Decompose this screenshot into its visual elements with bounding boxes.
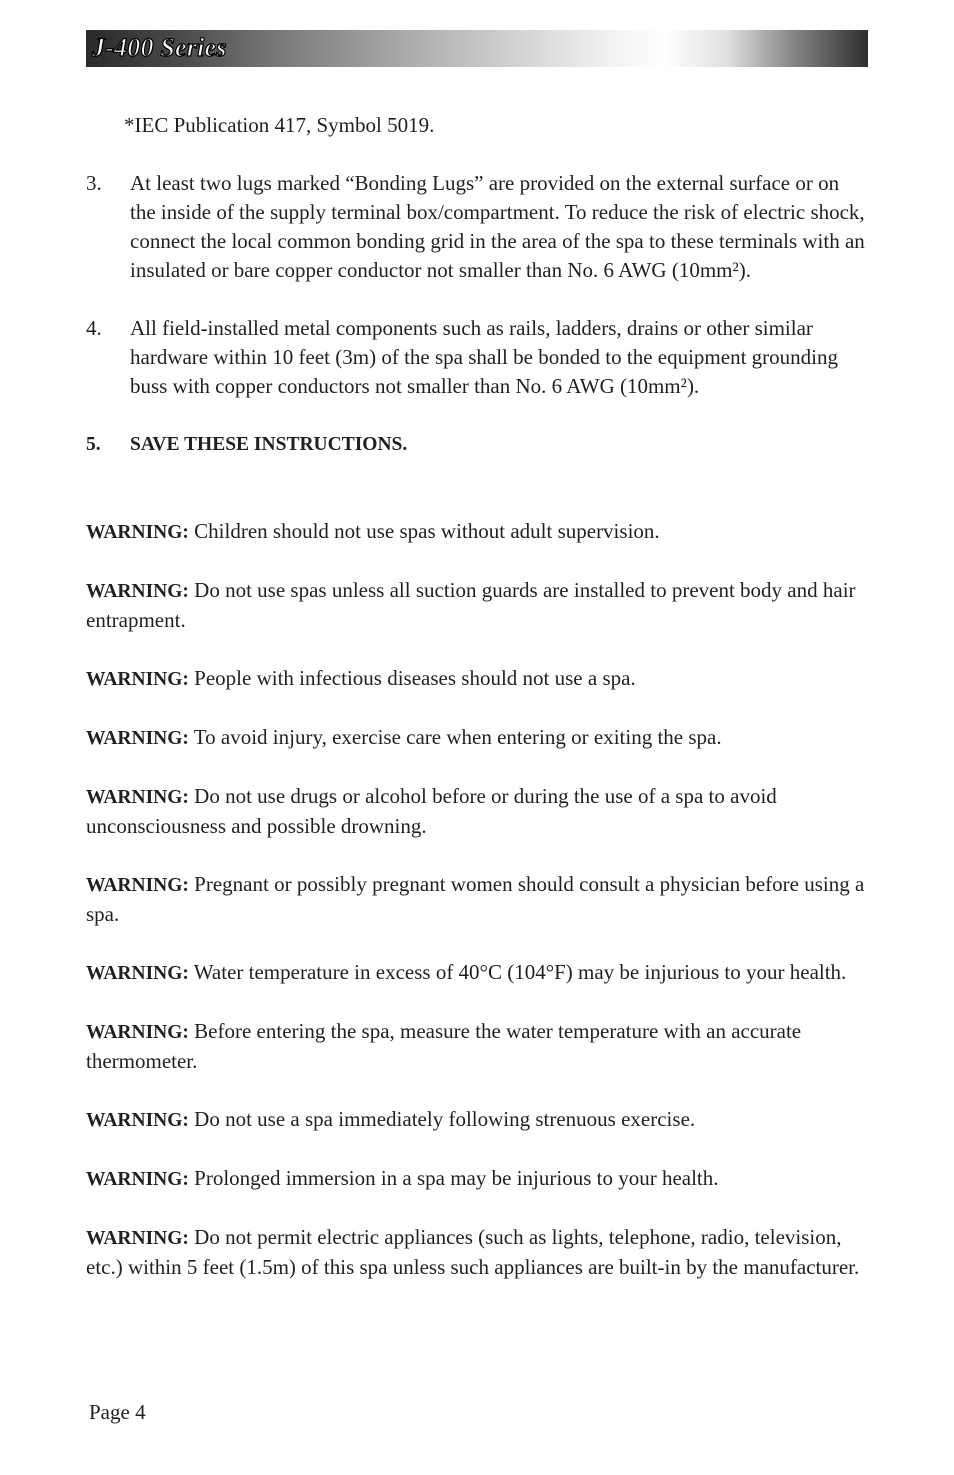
warning-text: Water temperature in excess of 40°C (104°F) may be injurious to your health. [188, 960, 847, 984]
list-item-text: At least two lugs marked “Bonding Lugs” are provided on the external surface or on the inside of the supply terminal box/compartment. To reduce the risk of electric shock, connect the local common bonding grid in the area of the spa to these terminals with an insulated or bare copper conductor not smaller than No. 6 AWG (10mm²). [130, 171, 865, 282]
warning-paragraph [86, 782, 868, 841]
list-item-number: 4. [86, 316, 102, 340]
warning-text: To avoid injury, exercise care when entering or exiting the spa. [188, 725, 722, 749]
warning-paragraph [86, 1164, 868, 1194]
warning-label: WARNING: [86, 728, 189, 749]
warning-paragraph [86, 958, 868, 988]
warning-label: WARNING: [86, 963, 189, 984]
warning-text: Do not permit electric appliances (such as lights, telephone, radio, television, etc.) within 5 feet (1.5m) of this spa unless such appliances are built-in by the manufacturer. [86, 1225, 860, 1279]
warning-text: Do not use spas unless all suction guards are installed to prevent body and hair entrapment. [86, 578, 856, 632]
warning-label: WARNING: [86, 522, 189, 543]
warning-paragraph [86, 723, 868, 753]
warning-text: Pregnant or possibly pregnant women should consult a physician before using a spa. [86, 872, 865, 926]
warning-label: WARNING: [86, 1110, 189, 1131]
warning-text: Do not use drugs or alcohol before or during the use of a spa to avoid unconsciousness and possible drowning. [86, 784, 777, 838]
page-number: Page 4 [89, 1400, 146, 1424]
warning-text: Before entering the spa, measure the water temperature with an accurate thermometer. [86, 1019, 802, 1073]
warning-label: WARNING: [86, 787, 189, 808]
warning-label: WARNING: [86, 875, 189, 896]
header-bar [86, 30, 868, 67]
header-title: J-400 Series [92, 33, 227, 62]
warning-label: WARNING: [86, 1169, 189, 1190]
warning-paragraph [86, 1105, 868, 1135]
list-item-number: 3. [86, 171, 102, 195]
warning-label: WARNING: [86, 1228, 189, 1249]
iec-footnote: *IEC Publication 417, Symbol 5019. [124, 113, 435, 137]
warning-paragraph [86, 870, 868, 929]
list-item-text: SAVE THESE INSTRUCTIONS. [130, 434, 408, 455]
warning-label: WARNING: [86, 669, 189, 690]
list-item-4 [86, 314, 868, 401]
warning-text: Prolonged immersion in a spa may be injurious to your health. [188, 1166, 719, 1190]
list-item-number: 5. [86, 434, 101, 455]
warning-text: People with infectious diseases should not use a spa. [188, 666, 636, 690]
warning-label: WARNING: [86, 581, 189, 602]
list-item-5 [86, 430, 868, 459]
warning-paragraph [86, 576, 868, 635]
warning-text: Do not use a spa immediately following strenuous exercise. [188, 1107, 696, 1131]
warning-paragraph [86, 664, 868, 694]
list-item-text: All field-installed metal components such as rails, ladders, drains or other similar hardware within 10 feet (3m) of the spa shall be bonded to the equipment grounding buss with copper conductors not smaller than No. 6 AWG (10mm²). [130, 316, 838, 398]
warning-text: Children should not use spas without adult supervision. [188, 519, 660, 543]
warning-paragraph [86, 517, 868, 547]
warning-label: WARNING: [86, 1022, 189, 1043]
warning-paragraph [86, 1223, 868, 1282]
page-content [86, 111, 868, 1311]
warning-paragraph [86, 1017, 868, 1076]
list-item-3 [86, 169, 868, 285]
